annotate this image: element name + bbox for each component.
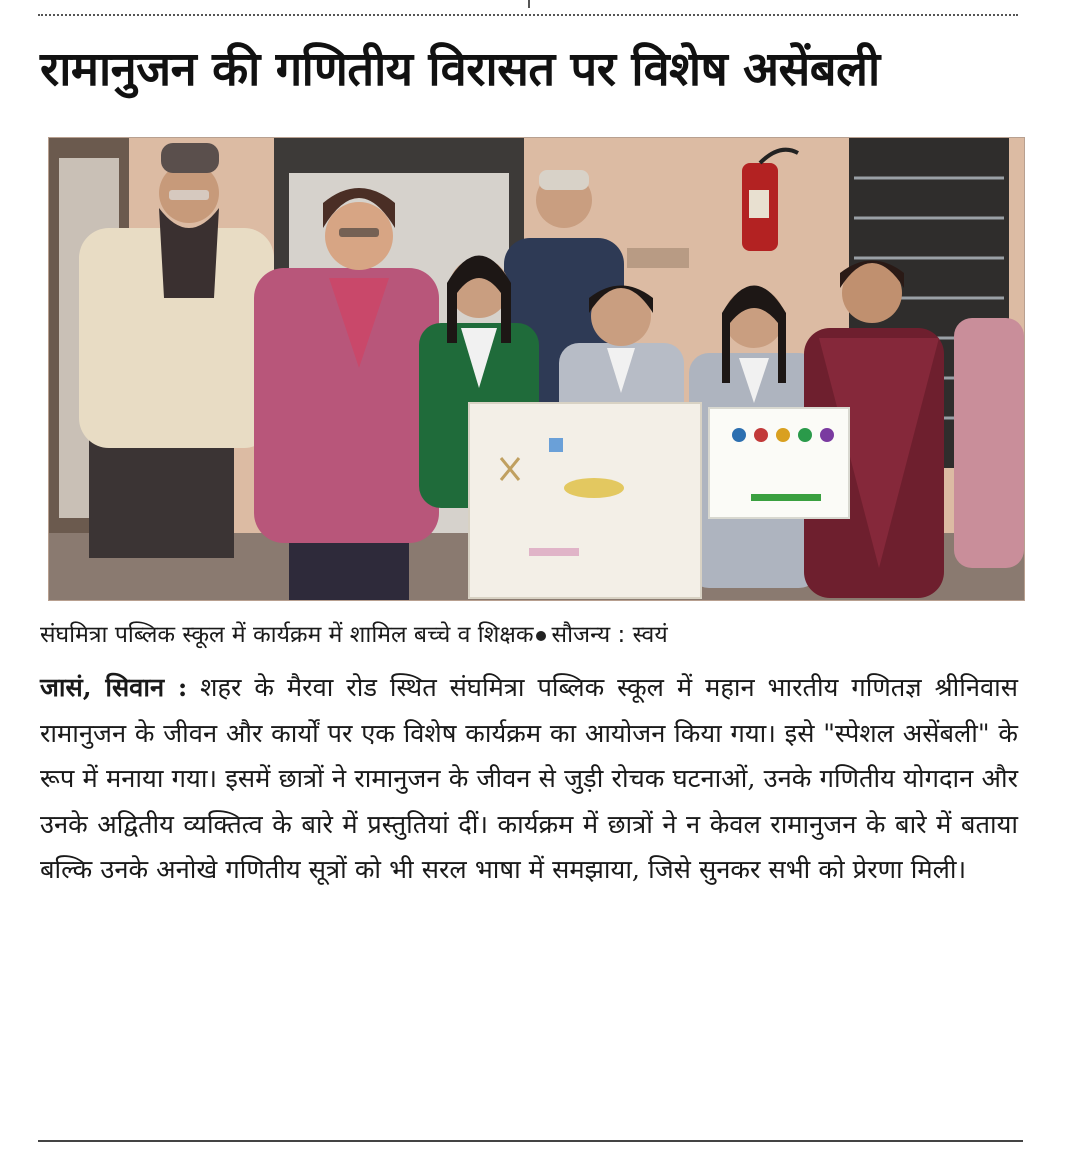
bullet-dot-icon (536, 631, 546, 641)
dateline: जासं, सिवान : (40, 673, 188, 703)
top-divider (38, 14, 1018, 16)
photo-caption-line (40, 615, 1030, 655)
news-photo (48, 137, 1025, 601)
photo-credit: सौजन्य : स्वयं (551, 622, 668, 648)
article-text: शहर के मैरवा रोड स्थित संघमित्रा पब्लिक स्कूल में महान भारतीय गणितज्ञ श्रीनिवास रामानुजन के जीवन और कार्यों पर एक विशेष कार्यक्रम का आयोजन किया गया। इसे "स्पेशल असेंबली" के रूप में मनाया गया। इसमें छात्रों ने रामानुजन के जीवन से जुड़ी रोचक घटनाओं, उनके गणितीय योगदान और उनके अद्वितीय व्यक्तित्व के बारे में प्रस्तुतियां दीं। कार्यक्रम में छात्रों ने न केवल रामानुजन के बारे में बताया बल्कि उनके अनोखे गणितीय सूत्रों को भी सरल भाषा में समझाया, जिसे सुनकर सभी को प्रेरणा मिली। (40, 673, 1018, 885)
article-body (40, 666, 1018, 894)
bottom-divider (38, 1140, 1023, 1142)
headline: रामानुजन की गणितीय विरासत पर विशेष असेंबली (40, 42, 880, 97)
photo-caption: संघमित्रा पब्लिक स्कूल में कार्यक्रम में शामिल बच्चे व शिक्षक (40, 622, 534, 648)
column-tick (528, 0, 530, 8)
photo-illustration (49, 138, 1024, 600)
